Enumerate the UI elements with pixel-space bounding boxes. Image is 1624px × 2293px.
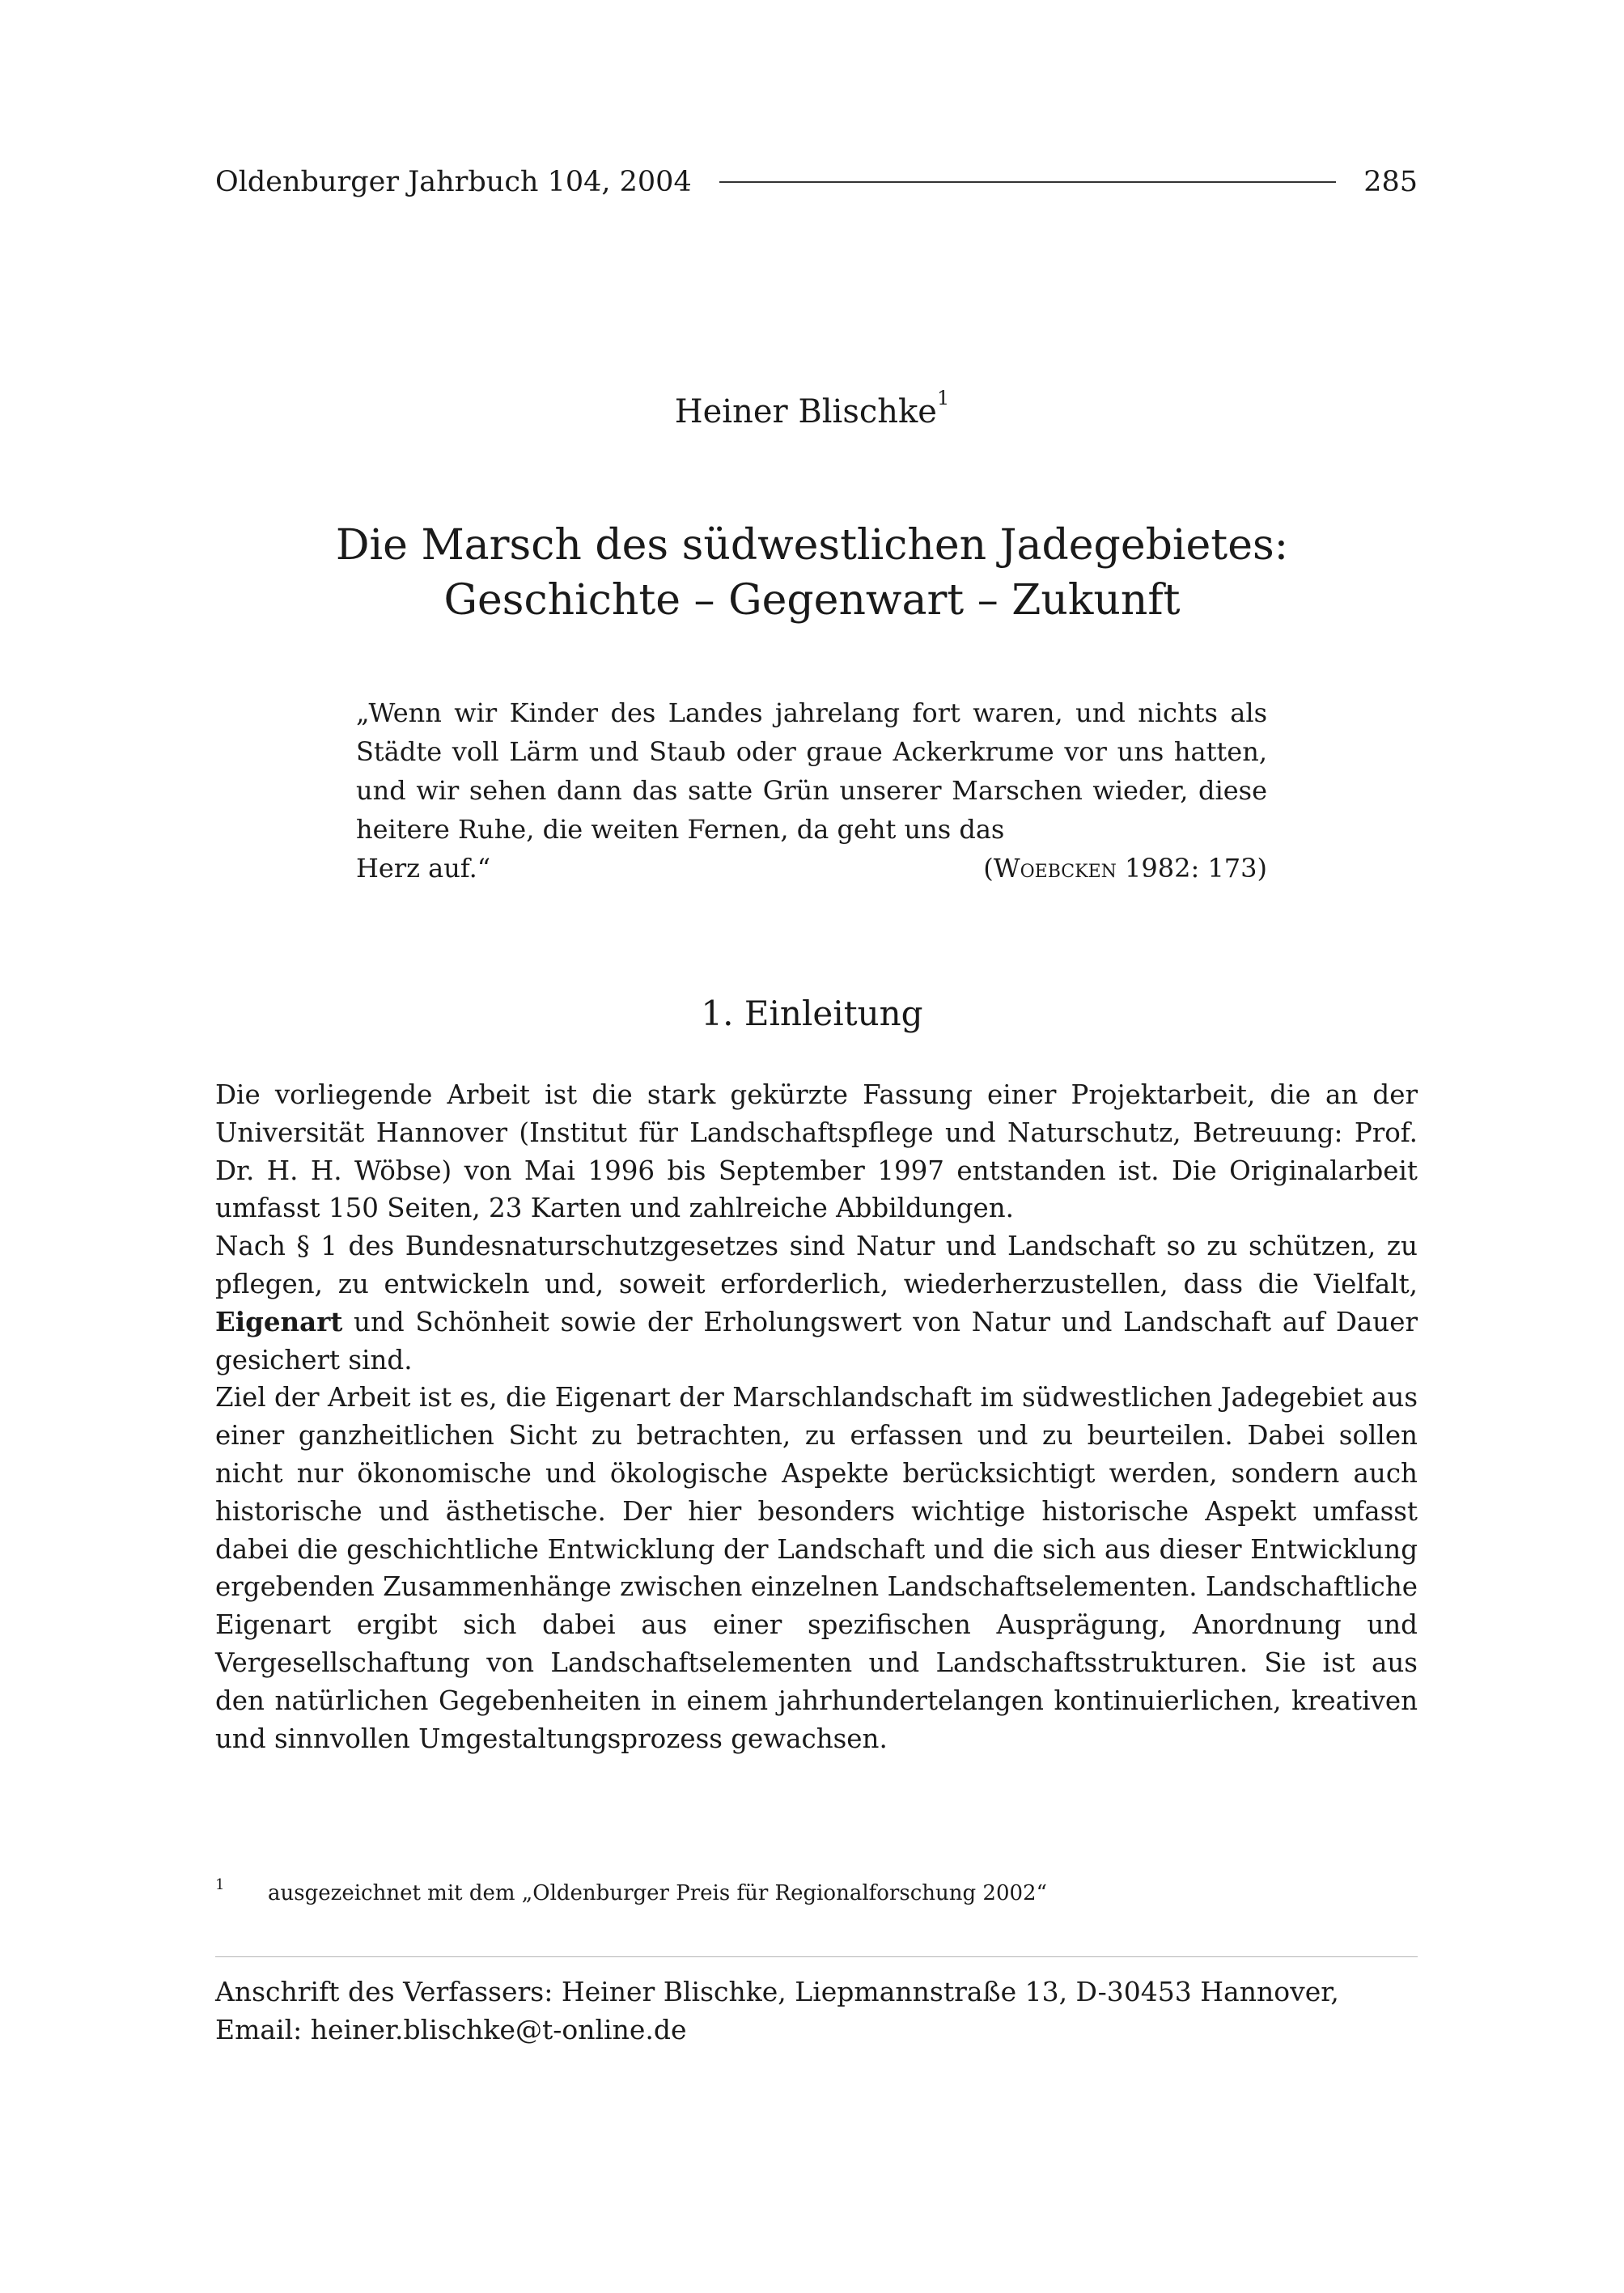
paragraph-2-start: Nach § 1 des Bundesnaturschutzgesetzes sind Natur und Landschaft so zu schützen, zu pflegen, zu entwickeln und, soweit erforderlich, wiederherzustellen, dass die Vielfalt, xyxy=(215,1231,1418,1299)
paragraph-1: Die vorliegende Arbeit ist die stark gekürzte Fassung einer Projektarbeit, die an der Universität Hannover (Institut für Landschaftspflege und Naturschutz, Betreuung: Prof. Dr. H. H. Wöbse) von Mai 1996 bis September 1997 entstanden ist. Die Originalarbeit umfasst 150 Seiten, 23 Karten und zahlreiche Abbildungen. xyxy=(215,1079,1418,1224)
running-header xyxy=(215,166,1418,198)
address-email[interactable]: Email: heiner.blischke@t-online.de xyxy=(215,2014,687,2045)
citation-year: 1982: 173) xyxy=(1116,853,1267,884)
author-line xyxy=(0,387,1624,430)
paragraph-3: Ziel der Arbeit ist es, die Eigenart der Marschlandschaft im südwestlichen Jadegebiet aus einer ganzheitlichen Sicht zu betrachten, zu erfassen und zu beurteilen. Dabei sollen nicht nur ökonomische und ökologische Aspekte berücksichtigt werden, sondern auch historische und ästhetische. Der hier besonders wichtige historische Aspekt umfasst dabei die geschichtliche Entwicklung der Landschaft und die sich aus dieser Entwicklung ergebenden Zusammenhänge zwischen einzelnen Landschaftselementen. Landschaftliche Eigenart ergibt sich dabei aus einer spezifischen Ausprägung, Anordnung und Vergesellschaftung von Landschaftselementen und Landschaftsstrukturen. Sie ist aus den natürlichen Gegebenheiten in einem jahrhundertelangen kontinuierlichen, kreativen und sinnvollen Umgestaltungsprozess gewachsen. xyxy=(215,1382,1418,1754)
author-name: Heiner Blischke xyxy=(674,393,937,430)
page-number: 285 xyxy=(1363,166,1418,198)
epigraph-citation xyxy=(983,849,1267,888)
header-rule xyxy=(719,181,1336,183)
epigraph-last-line xyxy=(356,849,1267,888)
body-text xyxy=(215,1076,1418,1757)
title-line-2: Geschichte – Gegenwart – Zukunft xyxy=(443,576,1181,625)
footnote xyxy=(215,1876,1418,1905)
paragraph-2-end: und Schönheit sowie der Erholungswert von Natur und Landschaft auf Dauer gesichert sind. xyxy=(215,1306,1418,1375)
epigraph-text: „Wenn wir Kinder des Landes jahrelang fort waren, und nichts als Städte voll Lärm und Staub oder graue Ackerkrume vor uns hatten, und wir sehen dann das satte Grün unserer Marschen wieder, diese heitere Ruhe, die weiten Fernen, da geht uns das xyxy=(356,697,1267,845)
title-line-1: Die Marsch des südwestlichen Jadegebietes: xyxy=(335,521,1289,570)
citation-open: ( xyxy=(983,853,994,884)
citation-author: Woebcken xyxy=(993,853,1117,884)
journal-title: Oldenburger Jahrbuch 104, 2004 xyxy=(215,166,692,198)
author-address xyxy=(215,1973,1418,2049)
address-separator xyxy=(215,1956,1418,1957)
emphasis-eigenart: Eigenart xyxy=(215,1305,343,1337)
epigraph-closing: Herz auf.“ xyxy=(356,853,491,884)
footnote-text: ausgezeichnet mit dem „Oldenburger Preis für Regionalforschung 2002“ xyxy=(268,1881,1047,1905)
article-title xyxy=(0,518,1624,628)
paragraph-2 xyxy=(215,1227,1418,1379)
address-line-1: Anschrift des Verfassers: Heiner Blischke, Liepmannstraße 13, D-30453 Hannover, xyxy=(215,1976,1339,2007)
author-footnote-ref[interactable]: 1 xyxy=(936,387,950,409)
footnote-mark: 1 xyxy=(215,1876,225,1893)
section-heading: 1. Einleitung xyxy=(701,994,923,1033)
epigraph xyxy=(356,693,1267,888)
